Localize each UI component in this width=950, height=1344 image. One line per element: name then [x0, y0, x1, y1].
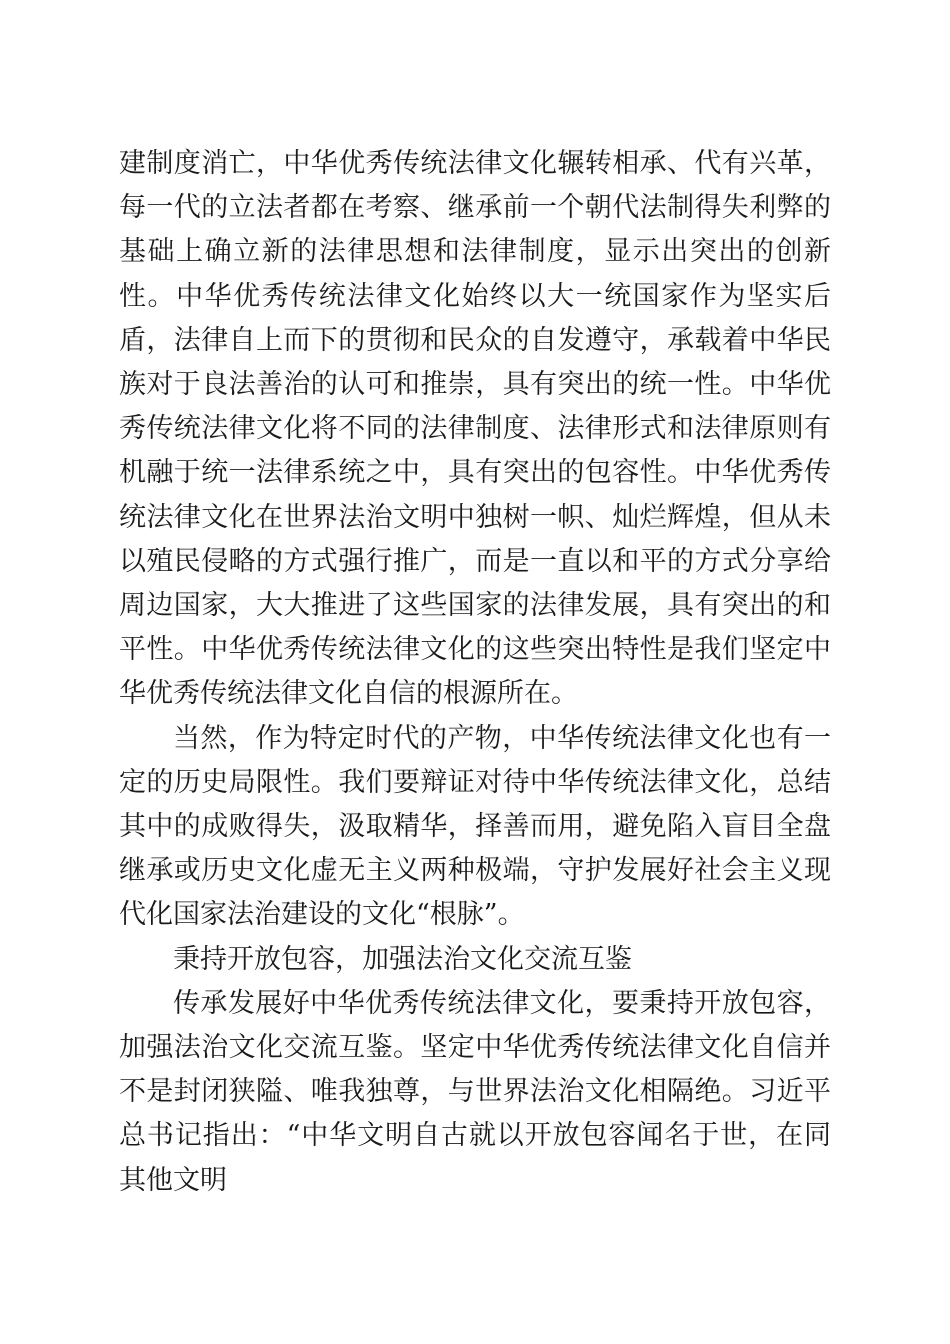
paragraph-continued: 建制度消亡，中华优秀传统法律文化辗转相承、代有兴革，每一代的立法者都在考察、继承前一个朝代法制得失利弊的基础上确立新的法律思想和法律制度，显示出突出的创新性。中华优秀传统法律文化始终以大一统国家作为坚实后盾，法律自上而下的贯彻和民众的自发遵守，承载着中华民族对于良法善治的认可和推崇，具有突出的统一性。中华优秀传统法律文化将不同的法律制度、法律形式和法律原则有机融于统一法律系统之中，具有突出的包容性。中华优秀传统法律文化在世界法治文明中独树一帜、灿烂辉煌，但从未以殖民侵略的方式强行推广，而是一直以和平的方式分享给周边国家，大大推进了这些国家的法律发展，具有突出的和平性。中华优秀传统法律文化的这些突出特性是我们坚定中华优秀传统法律文化自信的根源所在。: [119, 148, 831, 710]
paragraph: 当然，作为特定时代的产物，中华传统法律文化也有一定的历史局限性。我们要辩证对待中华传统法律文化，总结其中的成败得失，汲取精华，择善而用，避免陷入盲目全盘继承或历史文化虚无主义两种极端，守护发展好社会主义现代化国家法治建设的文化“根脉”。: [119, 722, 831, 931]
paragraph: 传承发展好中华优秀传统法律文化，要秉持开放包容，加强法治文化交流互鉴。坚定中华优秀传统法律文化自信并不是封闭狭隘、唯我独尊，与世界法治文化相隔绝。习近平总书记指出：“中华文明自古就以开放包容闻名于世，在同其他文明: [119, 987, 831, 1196]
section-heading: 秉持开放包容，加强法治文化交流互鉴: [173, 943, 632, 975]
body-text: [119, 142, 831, 1203]
